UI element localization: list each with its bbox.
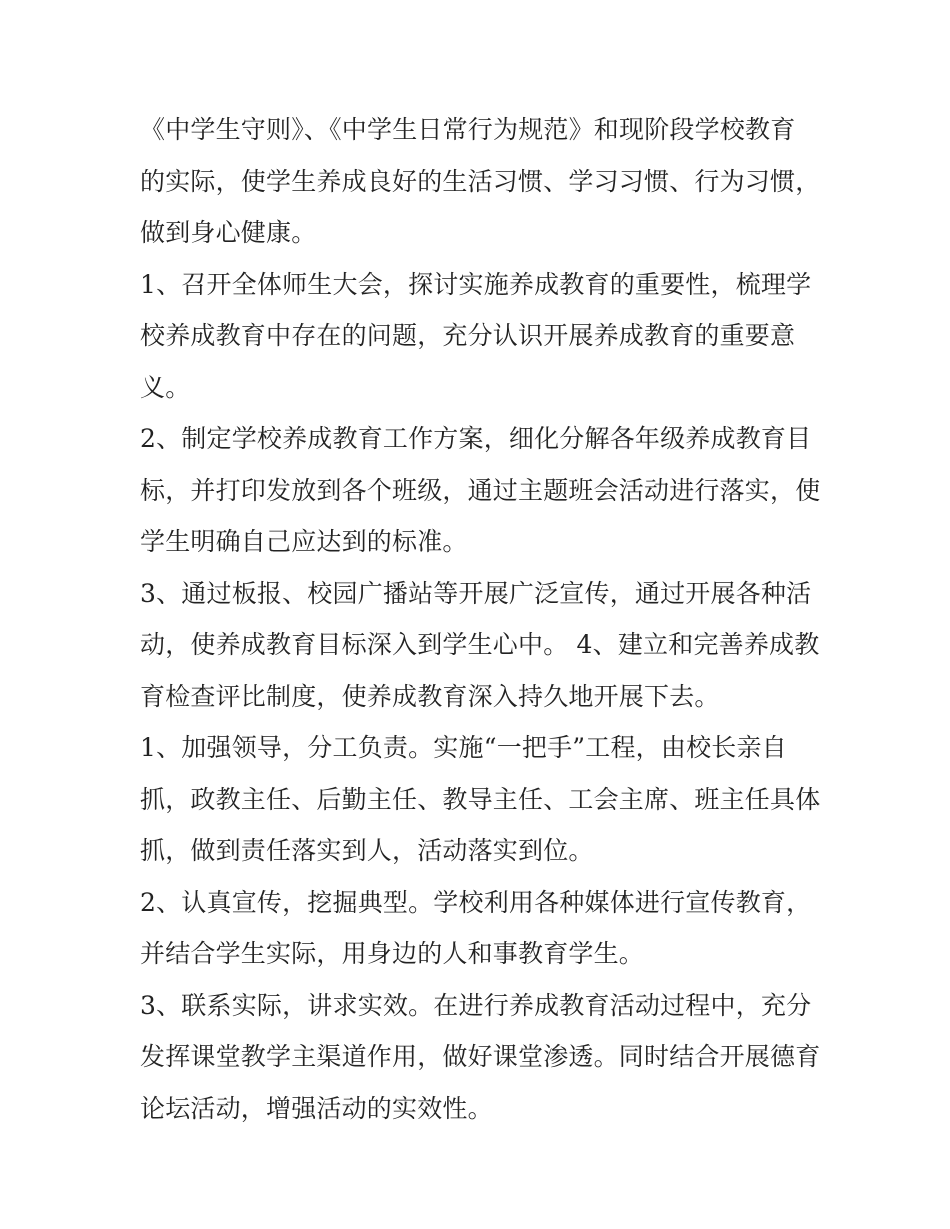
document-body: [140, 104, 821, 1134]
text-line: 发挥课堂教学主渠道作用，做好课堂渗透。同时结合开展德育: [140, 1042, 821, 1071]
text-line: 3、联系实际，讲求实效。在进行养成教育活动过程中，充分: [140, 990, 812, 1020]
text-line: 抓，做到责任落实到人，活动落实到位。: [140, 836, 594, 865]
text-line: 1、加强领导，分工负责。实施“一把手”工程，由校长亲自: [140, 733, 787, 762]
text-line: 抓，政教主任、后勤主任、教导主任、工会主席、班主任具体: [140, 784, 821, 814]
text-line: 并结合学生实际，用身边的人和事教育学生。: [140, 939, 645, 968]
text-line: 1、召开全体师生大会，探讨实施养成教育的重要性，梳理学: [140, 269, 812, 299]
text-line: 义。: [140, 372, 191, 402]
text-line: 论坛活动，增强活动的实效性。: [140, 1093, 493, 1123]
text-line: 《中学生守则》、《中学生日常行为规范》和现阶段学校教育: [140, 115, 796, 144]
text-line: 动，使养成教育目标深入到学生心中。 4、建立和完善养成教: [140, 630, 820, 659]
text-line: 做到身心健康。: [140, 218, 317, 247]
text-line: 2、制定学校养成教育工作方案，细化分解各年级养成教育目: [140, 424, 812, 453]
text-line: 学生明确自己应达到的标准。: [140, 527, 468, 556]
text-line: 2、认真宣传，挖掘典型。学校利用各种媒体进行宣传教育，: [140, 887, 812, 917]
text-line: 的实际，使学生养成良好的生活习惯、学习习惯、行为习惯，: [140, 166, 821, 196]
text-line: 育检查评比制度，使养成教育深入持久地开展下去。: [140, 681, 720, 711]
text-line: 校养成教育中存在的问题，充分认识开展养成教育的重要意: [140, 321, 796, 350]
text-line: 标，并打印发放到各个班级，通过主题班会活动进行落实，使: [140, 475, 821, 505]
text-line: 3、通过板报、校园广播站等开展广泛宣传，通过开展各种活: [140, 578, 812, 608]
